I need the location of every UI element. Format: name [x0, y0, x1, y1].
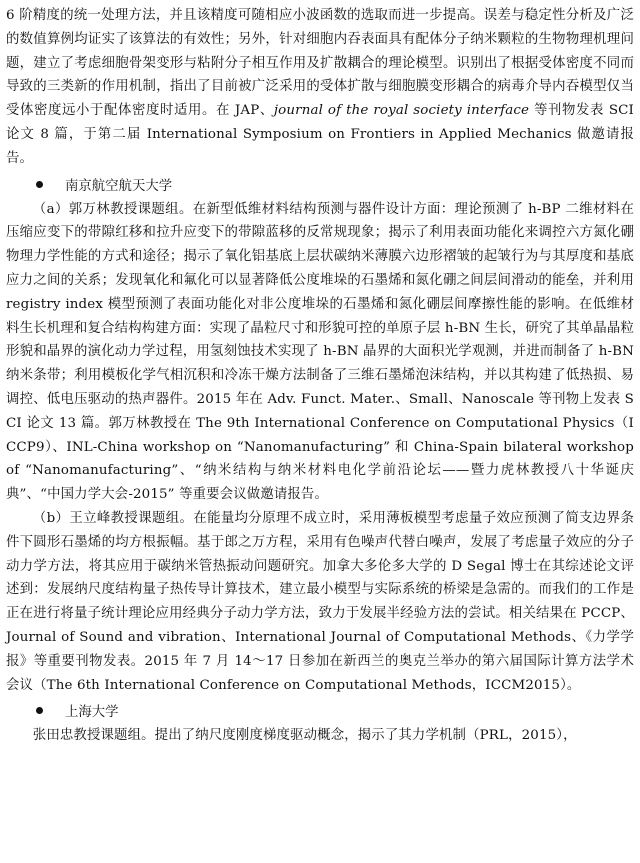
- intro-paragraph: [6, 4, 634, 171]
- section-heading-text: 上海大学: [65, 705, 119, 721]
- bullet-icon: [36, 707, 43, 714]
- section-heading-nuaa: [6, 171, 634, 198]
- intro-text-before: 6 阶精度的统一处理方法，并且该精度可随相应小波函数的选取而进一步提高。误差与稳定性分析及广泛的数值算例均证实了该算法的有效性；另外，针对细胞内吞表面具有配体分子纳米颗粒的生物物理机理问题，建立了考虑细胞骨架变形与粘附分子相互作用及扩散耦合的理论模型。识别出了根据受体密度不同而导致的三类新的作用机制，指出了目前被广泛采用的受体扩散与细胞膜变形耦合的病毒介导内吞模型仅当受体密度远小于配体密度时适用。在 JAP、: [6, 8, 634, 119]
- section-heading-text: 南京航空航天大学: [65, 178, 173, 194]
- paragraph-zhang-group: 张田忠教授课题组。提出了纳尺度刚度梯度驱动概念，揭示了其力学机制（PRL，2015），: [32, 728, 577, 744]
- journal-name-italic: journal of the royal society interface: [273, 103, 530, 119]
- intro-text-after: 等刊物发表 SCI 论文 8 篇，于第二届 International Symposium on Frontiers in Applied Mechanics 做邀请报告。: [6, 103, 634, 166]
- paragraph-wang-group: （b）王立峰教授课题组。在能量均分原理不成立时，采用薄板模型考虑量子效应预测了简支边界条件下圆形石墨烯的均方根振幅。基于郎之万方程，采用有色噪声代替白噪声，发展了考虑量子效应的分子动力学方法，将其应用于碳纳米管热振动问题研究。加拿大多伦多大学的 D Segal 博士在其综述论文评述到：发展纳尺度结构量子热传导计算技术，建立最小模型与实际系统的桥梁是急需的。而我们的工作是正在进行将量子统计理论应用经典分子动力学方法，致力于发展半经验方法的尝试。相关结果在 PCCP、Journal of Sound and vibration、International Journal of Computational Methods、《力学学报》等重要刊物发表。2015 年 7 月 14～17 日参加在新西兰的奥克兰举办的第六届国际计算方法学术会议（The 6th International Conference on Computational Methods，ICCM2015）。: [6, 510, 634, 693]
- paragraph-guo-group: （a）郭万林教授课题组。在新型低维材料结构预测与器件设计方面：理论预测了 h-BP 二维材料在压缩应变下的带隙红移和拉升应变下的带隙蓝移的反常规现象；揭示了利用表面功能化来调控六方氮化硼物理力学性能的方式和途径；揭示了氧化铝基底上层状碳纳米薄膜六边形褶皱的起皱行为与其厚度和基底应力之间的关系；发现氧化和氟化可以显著降低公度堆垛的石墨烯和氮化硼之间层间滑动的能垒，并利用 registry index 模型预测了表面功能化对非公度堆垛的石墨烯和氮化硼层间摩擦性能的影响。在低维材料生长机理和复合结构构建方面：实现了晶粒尺寸和形貌可控的单原子层 h-BN 生长，研究了其单晶晶粒形貌和晶界的演化动力学过程，用氢刻蚀技术实现了 h-BN 晶界的大面积光学观测，并进而制备了 h-BN 纳米条带；利用模板化学气相沉积和冷冻干燥方法制备了三维石墨烯泡沫结构，并以其构建了低热损、易调控、低电压驱动的热声器件。2015 年在 Adv. Funct. Mater.、Small、Nanoscale 等刊物上发表 SCI 论文 13 篇。郭万林教授在 The 9th International Conference on Computational Physics（ICCP9）、INL-China workshop on “Nanomanufacturing” 和 China-Spain bilateral workshop of “Nanomanufacturing”、“纳米结构与纳米材料电化学前沿论坛——暨力虎林教授八十华诞庆典”、“中国力学大会-2015” 等重要会议做邀请报告。: [6, 201, 634, 503]
- section-heading-shu: [6, 697, 634, 724]
- bullet-icon: [36, 181, 43, 188]
